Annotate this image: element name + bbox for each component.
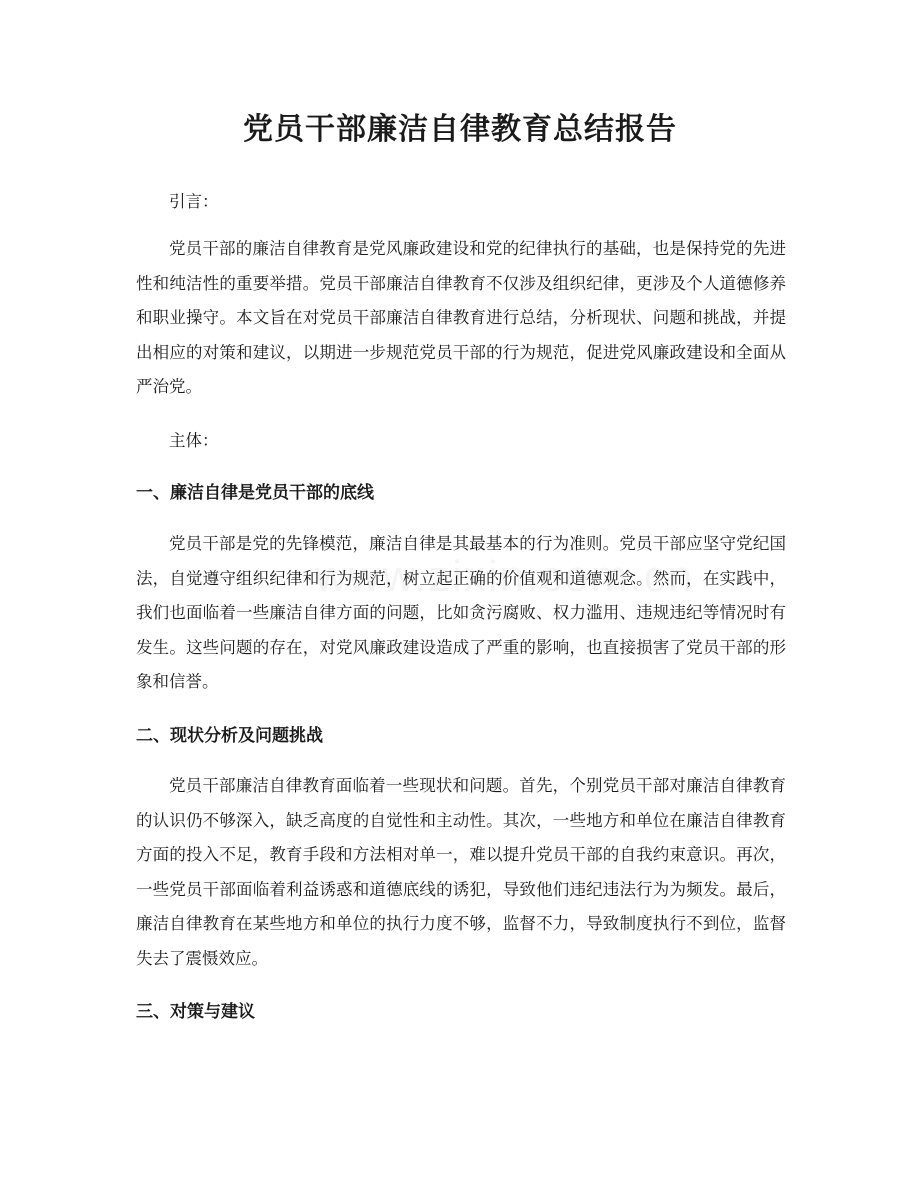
section-heading-2: 二、现状分析及问题挑战 — [136, 726, 323, 746]
section-heading-1: 一、廉洁自律是党员干部的底线 — [136, 483, 374, 503]
intro-paragraph: 党员干部的廉洁自律教育是党风廉政建设和党的纪律执行的基础，也是保持党的先进性和纯洁性的重要举措。党员干部廉洁自律教育不仅涉及组织纪律，更涉及个人道德修养和职业操守。本文旨在对党员干部廉洁自律教育进行总结，分析现状、问题和挑战，并提出相应的对策和建议，以期进一步规范党员干部的行为规范，促进党风廉政建设和全面从严治党。 — [136, 239, 786, 396]
page-title: 党员干部廉洁自律教育总结报告 — [243, 112, 677, 147]
section-paragraph-2: 党员干部廉洁自律教育面临着一些现状和问题。首先，个别党员干部对廉洁自律教育的认识仍不够深入，缺乏高度的自觉性和主动性。其次，一些地方和单位在廉洁自律教育方面的投入不足，教育手段和方法相对单一，难以提升党员干部的自我约束意识。再次，一些党员干部面临着利益诱惑和道德底线的诱犯，导致他们违纪违法行为为频发。最后，廉洁自律教育在某些地方和单位的执行力度不够，监督不力，导致制度执行不到位，监督失去了震慑效应。 — [136, 776, 786, 968]
section-heading-3: 三、对策与建议 — [136, 1002, 255, 1022]
intro-label: 引言： — [169, 192, 219, 211]
section-paragraph-1: 党员干部是党的先锋模范，廉洁自律是其最基本的行为准则。党员干部应坚守党纪国法，自觉遵守组织纪律和行为规范，树立起正确的价值观和道德观念。然而，在实践中，我们也面临着一些廉洁自律方面的问题，比如贪污腐败、权力滥用、违规违纪等情况时有发生。这些问题的存在，对党风廉政建设造成了严重的影响，也直接损害了党员干部的形象和信誉。 — [136, 534, 786, 691]
body-label: 主体： — [169, 431, 219, 450]
